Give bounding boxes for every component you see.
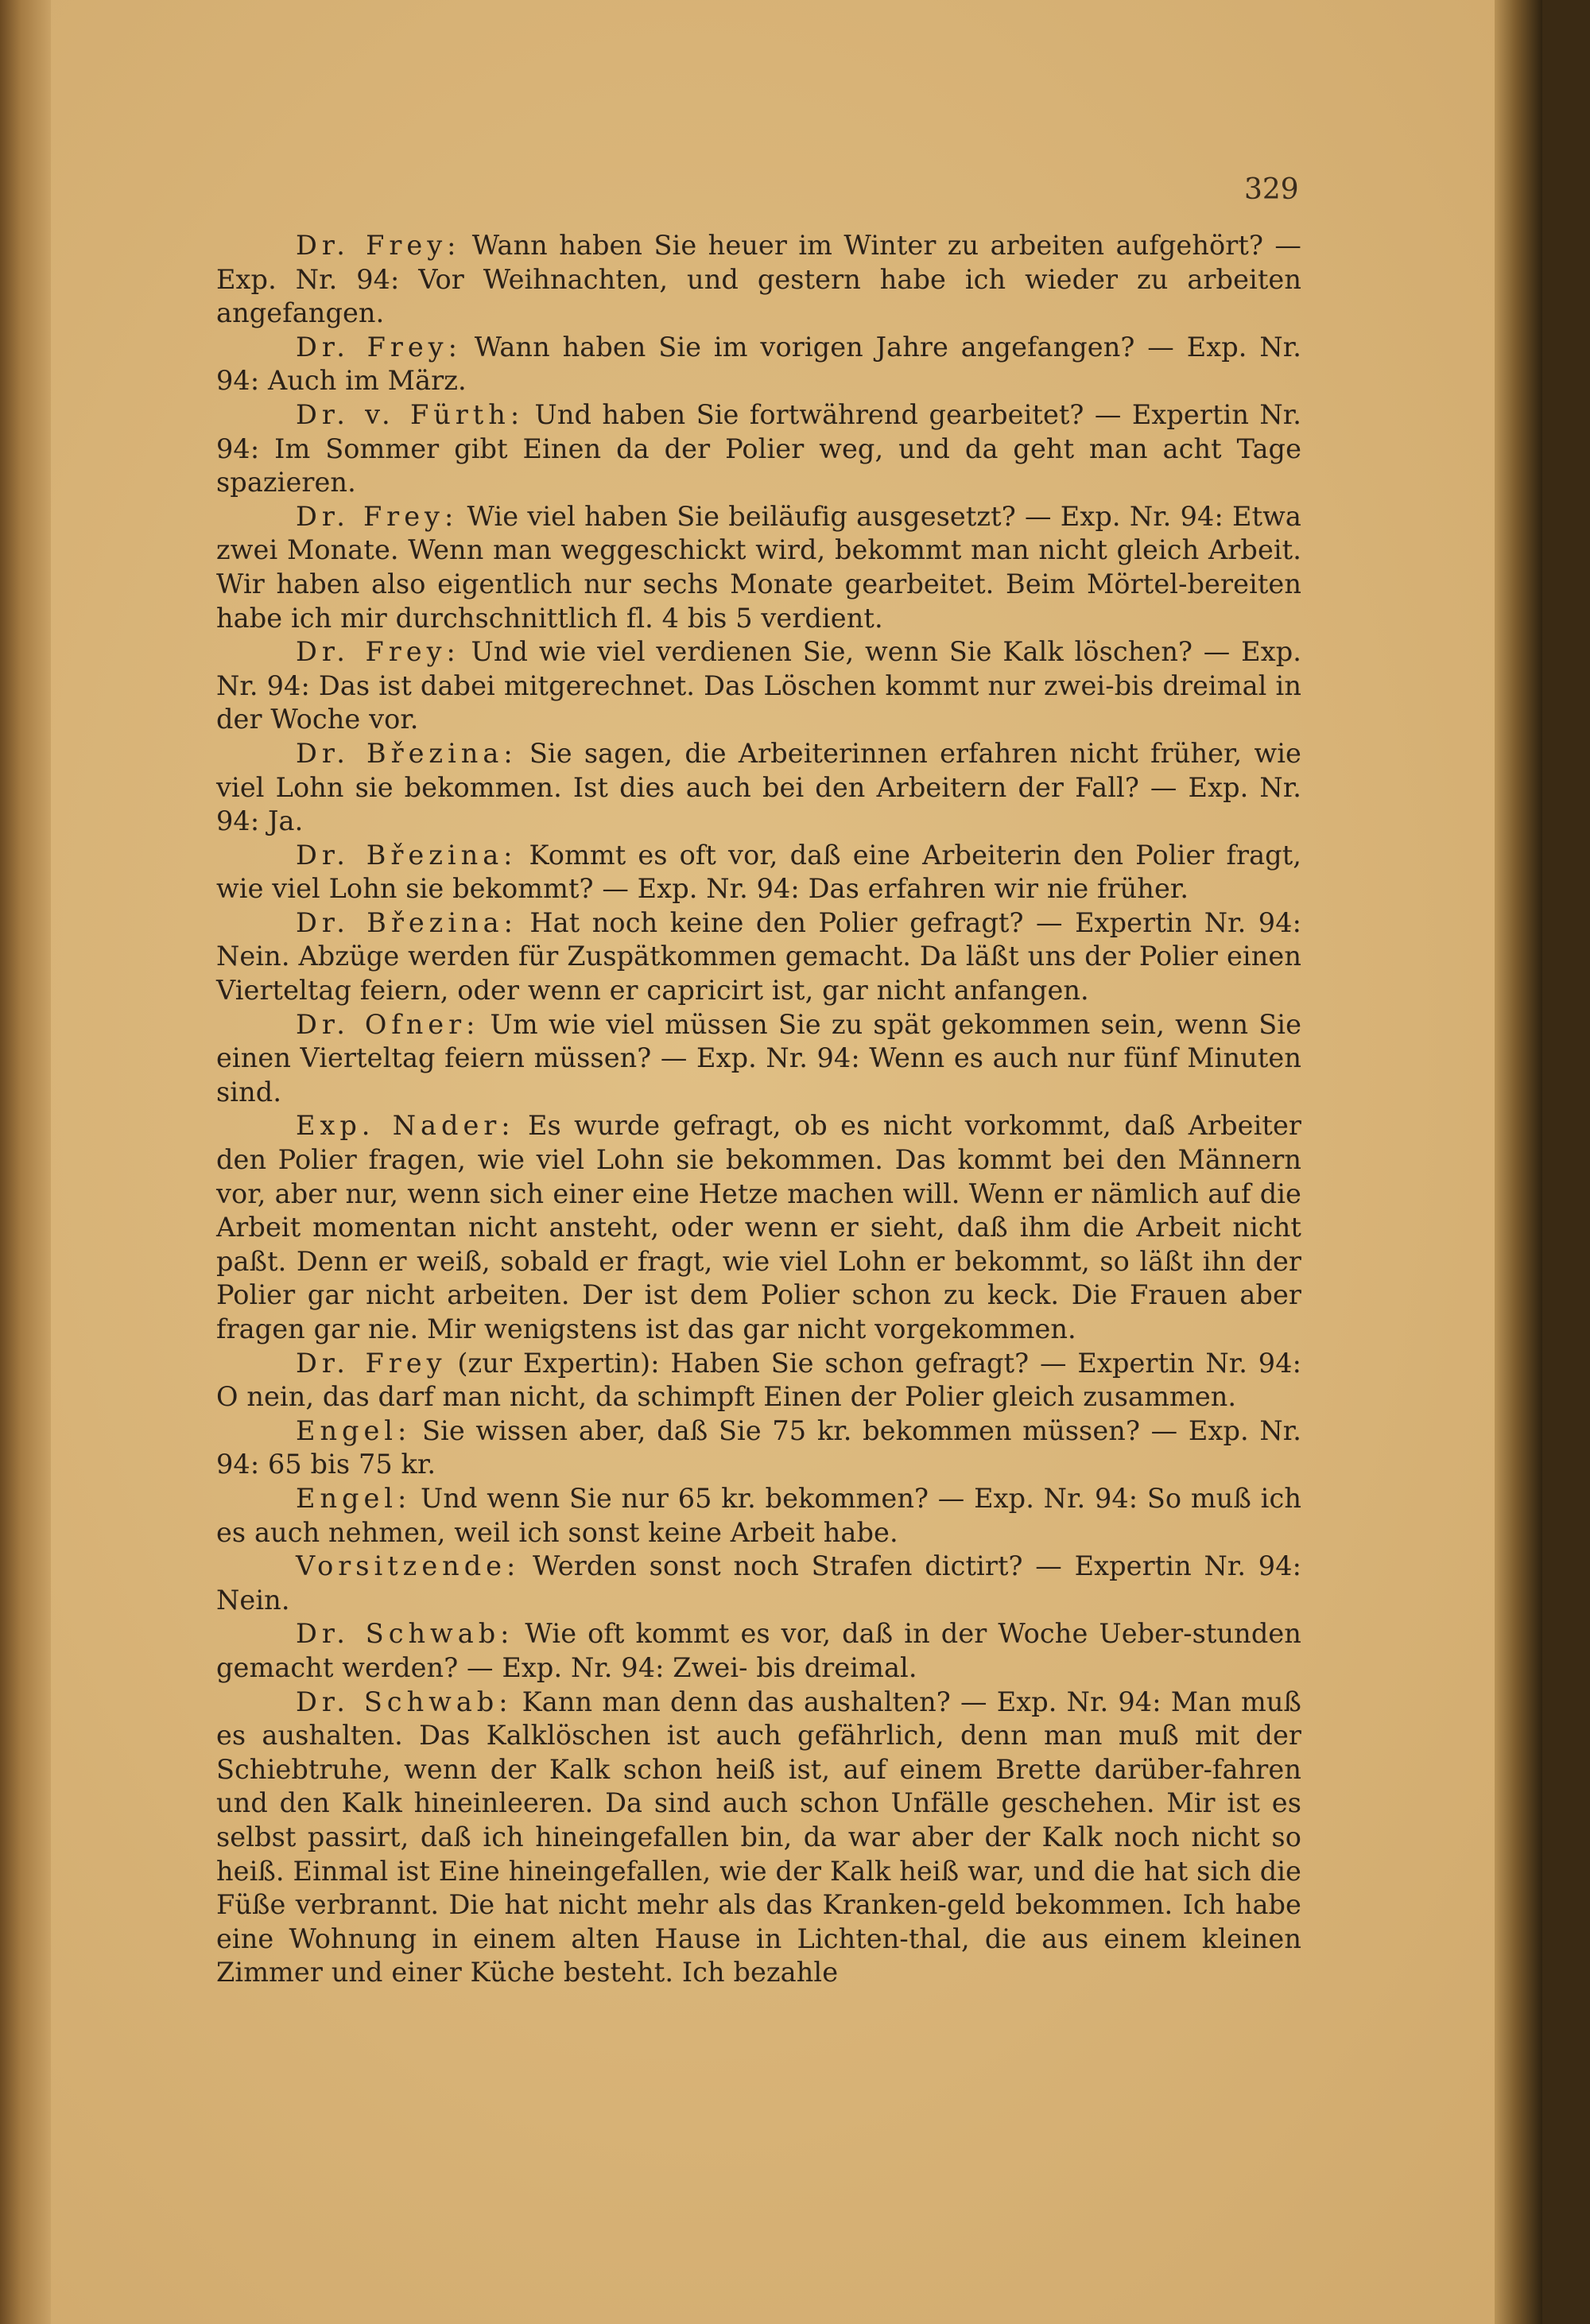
paragraph (216, 229, 1301, 331)
paragraph-text: Wann haben Sie im vorigen Jahre angefangen? — Exp. Nr. 94: Auch im März. (216, 331, 1301, 397)
speaker-name: Dr. Březina: (296, 737, 518, 769)
paragraph-text: Sie sagen, die Arbeiterinnen erfahren nicht früher, wie viel Lohn sie bekommen. Ist dies auch bei den Arbeitern der Fall? — Exp. Nr. 94: Ja. (216, 737, 1301, 837)
paragraph-text: Um wie viel müssen Sie zu spät gekommen sein, wenn Sie einen Vierteltag feiern müssen? — Exp. Nr. 94: Wenn es auch nur fünf Minuten sind. (216, 1008, 1302, 1108)
paragraph-text: Sie wissen aber, daß Sie 75 kr. bekommen müssen? — Exp. Nr. 94: 65 bis 75 kr. (216, 1414, 1301, 1480)
paragraph (216, 1482, 1301, 1550)
speaker-name: Engel: (296, 1482, 412, 1514)
paragraph-text: (zur Expertin): Haben Sie schon gefragt? — Expertin Nr. 94: O nein, das darf man nicht, da schimpft Einen der Polier gleich zusammen. (216, 1347, 1302, 1413)
paragraph (216, 1550, 1301, 1617)
speaker-name: Engel: (296, 1414, 412, 1446)
paragraph (216, 398, 1301, 500)
paragraph-text: Und haben Sie fortwährend gearbeitet? — Expertin Nr. 94: Im Sommer gibt Einen da der Polier weg, und da geht man acht Tage spazieren. (216, 398, 1301, 499)
paragraph-text: Und wenn Sie nur 65 kr. bekommen? — Exp. Nr. 94: So muß ich es auch nehmen, weil ich sonst keine Arbeit habe. (216, 1482, 1301, 1548)
page-edge-shadow (1495, 0, 1542, 2324)
speaker-name: Dr. v. Fürth: (296, 398, 525, 430)
page-number: 329 (1244, 173, 1299, 206)
paragraph (216, 1414, 1301, 1482)
speaker-name: Dr. Ofner: (296, 1008, 480, 1040)
paragraph-text: Werden sonst noch Strafen dictirt? — Expertin Nr. 94: Nein. (216, 1550, 1301, 1616)
speaker-name: Dr. Frey: (296, 230, 461, 261)
speaker-name: Dr. Frey: (296, 331, 462, 363)
paragraph-text: Hat noch keine den Polier gefragt? — Expertin Nr. 94: Nein. Abzüge werden für Zuspätkommen gemacht. Da läßt uns der Polier einen Vierteltag feiern, oder wenn er capricirt ist, gar nicht anfangen. (216, 906, 1301, 1007)
paragraph (216, 1008, 1301, 1110)
speaker-name: Exp. Nader: (296, 1110, 515, 1142)
paragraph (216, 1617, 1301, 1685)
paragraph (216, 500, 1301, 635)
paragraph-text: Wie oft kommt es vor, daß in der Woche Ueber-stunden gemacht werden? — Exp. Nr. 94: Zwei- bis dreimal. (216, 1618, 1301, 1683)
body-text (216, 229, 1301, 1990)
speaker-name: Dr. Frey: (296, 636, 460, 668)
paragraph (216, 906, 1301, 1008)
paragraph (216, 331, 1301, 398)
paragraph-text: Kommt es oft vor, daß eine Arbeiterin den Polier fragt, wie viel Lohn sie bekommt? — Exp. Nr. 94: Das erfahren wir nie früher. (216, 839, 1301, 905)
speaker-name: Dr. Březina: (296, 839, 518, 871)
speaker-name: Vorsitzende: (296, 1550, 521, 1582)
speaker-name: Dr. Frey: (296, 500, 459, 532)
speaker-name: Dr. Schwab: (296, 1686, 513, 1717)
speaker-name: Dr. Březina: (296, 906, 518, 938)
speaker-name: Dr. Frey (296, 1347, 447, 1379)
paragraph-text: Wann haben Sie heuer im Winter zu arbeiten aufgehört? — Exp. Nr. 94: Vor Weihnachten, und gestern habe ich wieder zu arbeiten angefangen. (216, 230, 1301, 329)
paragraph (216, 1109, 1301, 1346)
paragraph (216, 1347, 1301, 1414)
paragraph-text: Und wie viel verdienen Sie, wenn Sie Kalk löschen? — Exp. Nr. 94: Das ist dabei mitgerechnet. Das Löschen kommt nur zwei-bis dreimal in der Woche vor. (216, 636, 1301, 735)
paragraph-text: Es wurde gefragt, ob es nicht vorkommt, daß Arbeiter den Polier fragen, wie viel Lohn sie bekommen. Das kommt bei den Männern vor, aber nur, wenn sich einer eine Hetze machen will. Wenn er nämlich auf die Arbeit momentan nicht ansteht, oder wenn er sieht, daß ihm die Arbeit nicht paßt. Denn er weiß, sobald er fragt, wie viel Lohn er bekommt, so läßt ihn der Polier gar nicht arbeiten. Der ist dem Polier schon zu keck. Die Frauen aber fragen gar nie. Mir wenigstens ist das gar nicht vorgekommen. (216, 1110, 1301, 1344)
speaker-name: Dr. Schwab: (296, 1618, 514, 1650)
paragraph (216, 1686, 1301, 1990)
paragraph (216, 839, 1301, 906)
paragraph-text: Wie viel haben Sie beiläufig ausgesetzt? — Exp. Nr. 94: Etwa zwei Monate. Wenn man weggeschickt wird, bekommt man nicht gleich Arbeit. Wir haben also eigentlich nur sechs Monate gearbeitet. Beim Mörtel-bereiten habe ich mir durchschnittlich fl. 4 bis 5 verdient. (216, 500, 1301, 634)
book-spine-shadow (0, 0, 51, 2324)
paragraph (216, 635, 1301, 737)
paragraph (216, 737, 1301, 839)
paragraph-text: Kann man denn das aushalten? — Exp. Nr. 94: Man muß es aushalten. Das Kalklöschen ist auch gefährlich, denn man muß mit der Schiebtruhe, wenn der Kalk schon heiß ist, auf einem Brette darüber-fahren und den Kalk hineinleeren. Da sind auch schon Unfälle geschehen. Mir ist es selbst passirt, daß ich hineingefallen bin, da war aber der Kalk noch nicht so heiß. Einmal ist Eine hineingefallen, wie der Kalk heiß war, und die hat sich die Füße verbrannt. Die hat nicht mehr als das Kranken-geld bekommen. Ich habe eine Wohnung in einem alten Hause in Lichten-thal, die aus einem kleinen Zimmer und einer Küche besteht. Ich bezahle (216, 1686, 1301, 1988)
